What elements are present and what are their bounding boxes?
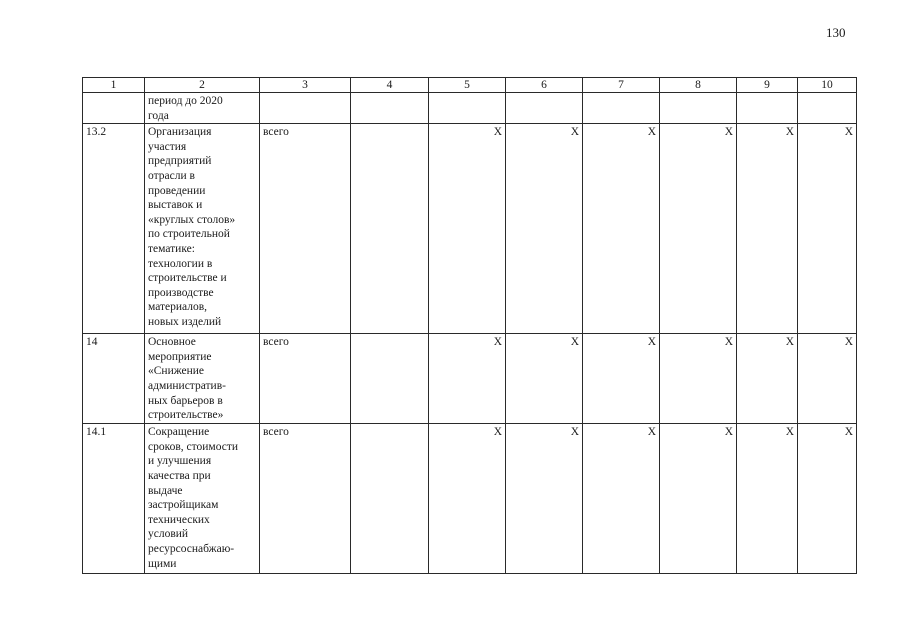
row-source-cell-text: всего [263, 426, 289, 439]
row-name-cell [145, 124, 260, 334]
column-header: 1 [83, 78, 145, 93]
row-mark-cell [506, 124, 583, 334]
row-mark-cell-text: X [724, 126, 733, 139]
table-header-row [83, 78, 857, 93]
row-source-cell-text: всего [263, 126, 289, 139]
row-mark-cell-text: X [844, 126, 853, 139]
table-row [83, 424, 857, 574]
row-mark-cell [660, 124, 737, 334]
row-mark-cell [429, 93, 506, 124]
column-header: 5 [429, 78, 506, 93]
table-row [83, 93, 857, 124]
row-name-cell-text: период до 2020 года [148, 95, 223, 122]
row-mark-cell [798, 124, 857, 334]
row-mark-cell-text: X [844, 336, 853, 349]
row-mark-cell-text: X [724, 426, 733, 439]
row-source-cell [260, 334, 351, 424]
row-name-cell-text: Сокращение сроков, стоимости и улучшения качества при выдаче застройщикам технических условий ресурсоснабжаю- щими [148, 426, 239, 570]
row-mark-cell [798, 93, 857, 124]
row-col4-cell [351, 93, 429, 124]
row-mark-cell-text: X [493, 126, 502, 139]
row-mark-cell [506, 93, 583, 124]
row-mark-cell-text: X [785, 126, 794, 139]
row-mark-cell [798, 424, 857, 574]
row-mark-cell [583, 334, 660, 424]
row-mark-cell-text: X [493, 426, 502, 439]
column-header: 4 [351, 78, 429, 93]
row-name-cell-text: Основное мероприятие «Снижение административ- ных барьеров в строительстве» [148, 336, 226, 422]
row-number-cell-text: 14.1 [86, 426, 107, 439]
row-number-cell-text: 13.2 [86, 126, 107, 139]
row-mark-cell-text: X [647, 126, 656, 139]
row-mark-cell [583, 124, 660, 334]
row-number-cell [83, 124, 145, 334]
row-source-cell [260, 93, 351, 124]
row-mark-cell-text: X [570, 336, 579, 349]
column-header: 2 [145, 78, 260, 93]
row-mark-cell [737, 334, 798, 424]
row-mark-cell-text: X [844, 426, 853, 439]
row-name-cell [145, 424, 260, 574]
row-mark-cell [429, 124, 506, 334]
row-number-cell-text: 14 [86, 336, 98, 349]
row-mark-cell-text: X [785, 336, 794, 349]
row-mark-cell [660, 93, 737, 124]
table-row [83, 334, 857, 424]
column-header: 10 [798, 78, 857, 93]
row-mark-cell [583, 424, 660, 574]
column-header: 6 [506, 78, 583, 93]
row-mark-cell-text: X [570, 426, 579, 439]
row-number-cell [83, 424, 145, 574]
row-number-cell [83, 93, 145, 124]
row-mark-cell-text: X [724, 336, 733, 349]
row-name-cell-text: Организация участия предприятий отрасли в проведении выставок и «круглых столов» по строительной тематике: технологии в строительстве и производстве материалов, новых изделий [148, 126, 236, 328]
row-name-cell [145, 93, 260, 124]
row-mark-cell-text: X [493, 336, 502, 349]
row-col4-cell [351, 334, 429, 424]
row-name-cell [145, 334, 260, 424]
column-header: 9 [737, 78, 798, 93]
row-mark-cell [660, 334, 737, 424]
row-mark-cell [737, 124, 798, 334]
row-mark-cell-text: X [570, 126, 579, 139]
page-number: 130 [826, 25, 846, 40]
row-source-cell [260, 124, 351, 334]
row-mark-cell [583, 93, 660, 124]
row-mark-cell-text: X [785, 426, 794, 439]
row-source-cell-text: всего [263, 336, 289, 349]
data-table [82, 77, 857, 574]
row-mark-cell [506, 424, 583, 574]
row-col4-cell [351, 424, 429, 574]
row-mark-cell [737, 93, 798, 124]
row-mark-cell [429, 334, 506, 424]
column-header: 3 [260, 78, 351, 93]
row-mark-cell [429, 424, 506, 574]
row-mark-cell [506, 334, 583, 424]
column-header: 7 [583, 78, 660, 93]
row-source-cell [260, 424, 351, 574]
row-col4-cell [351, 124, 429, 334]
table-row [83, 124, 857, 334]
row-mark-cell [660, 424, 737, 574]
row-mark-cell-text: X [647, 336, 656, 349]
row-mark-cell [737, 424, 798, 574]
column-header: 8 [660, 78, 737, 93]
row-number-cell [83, 334, 145, 424]
row-mark-cell-text: X [647, 426, 656, 439]
row-mark-cell [798, 334, 857, 424]
